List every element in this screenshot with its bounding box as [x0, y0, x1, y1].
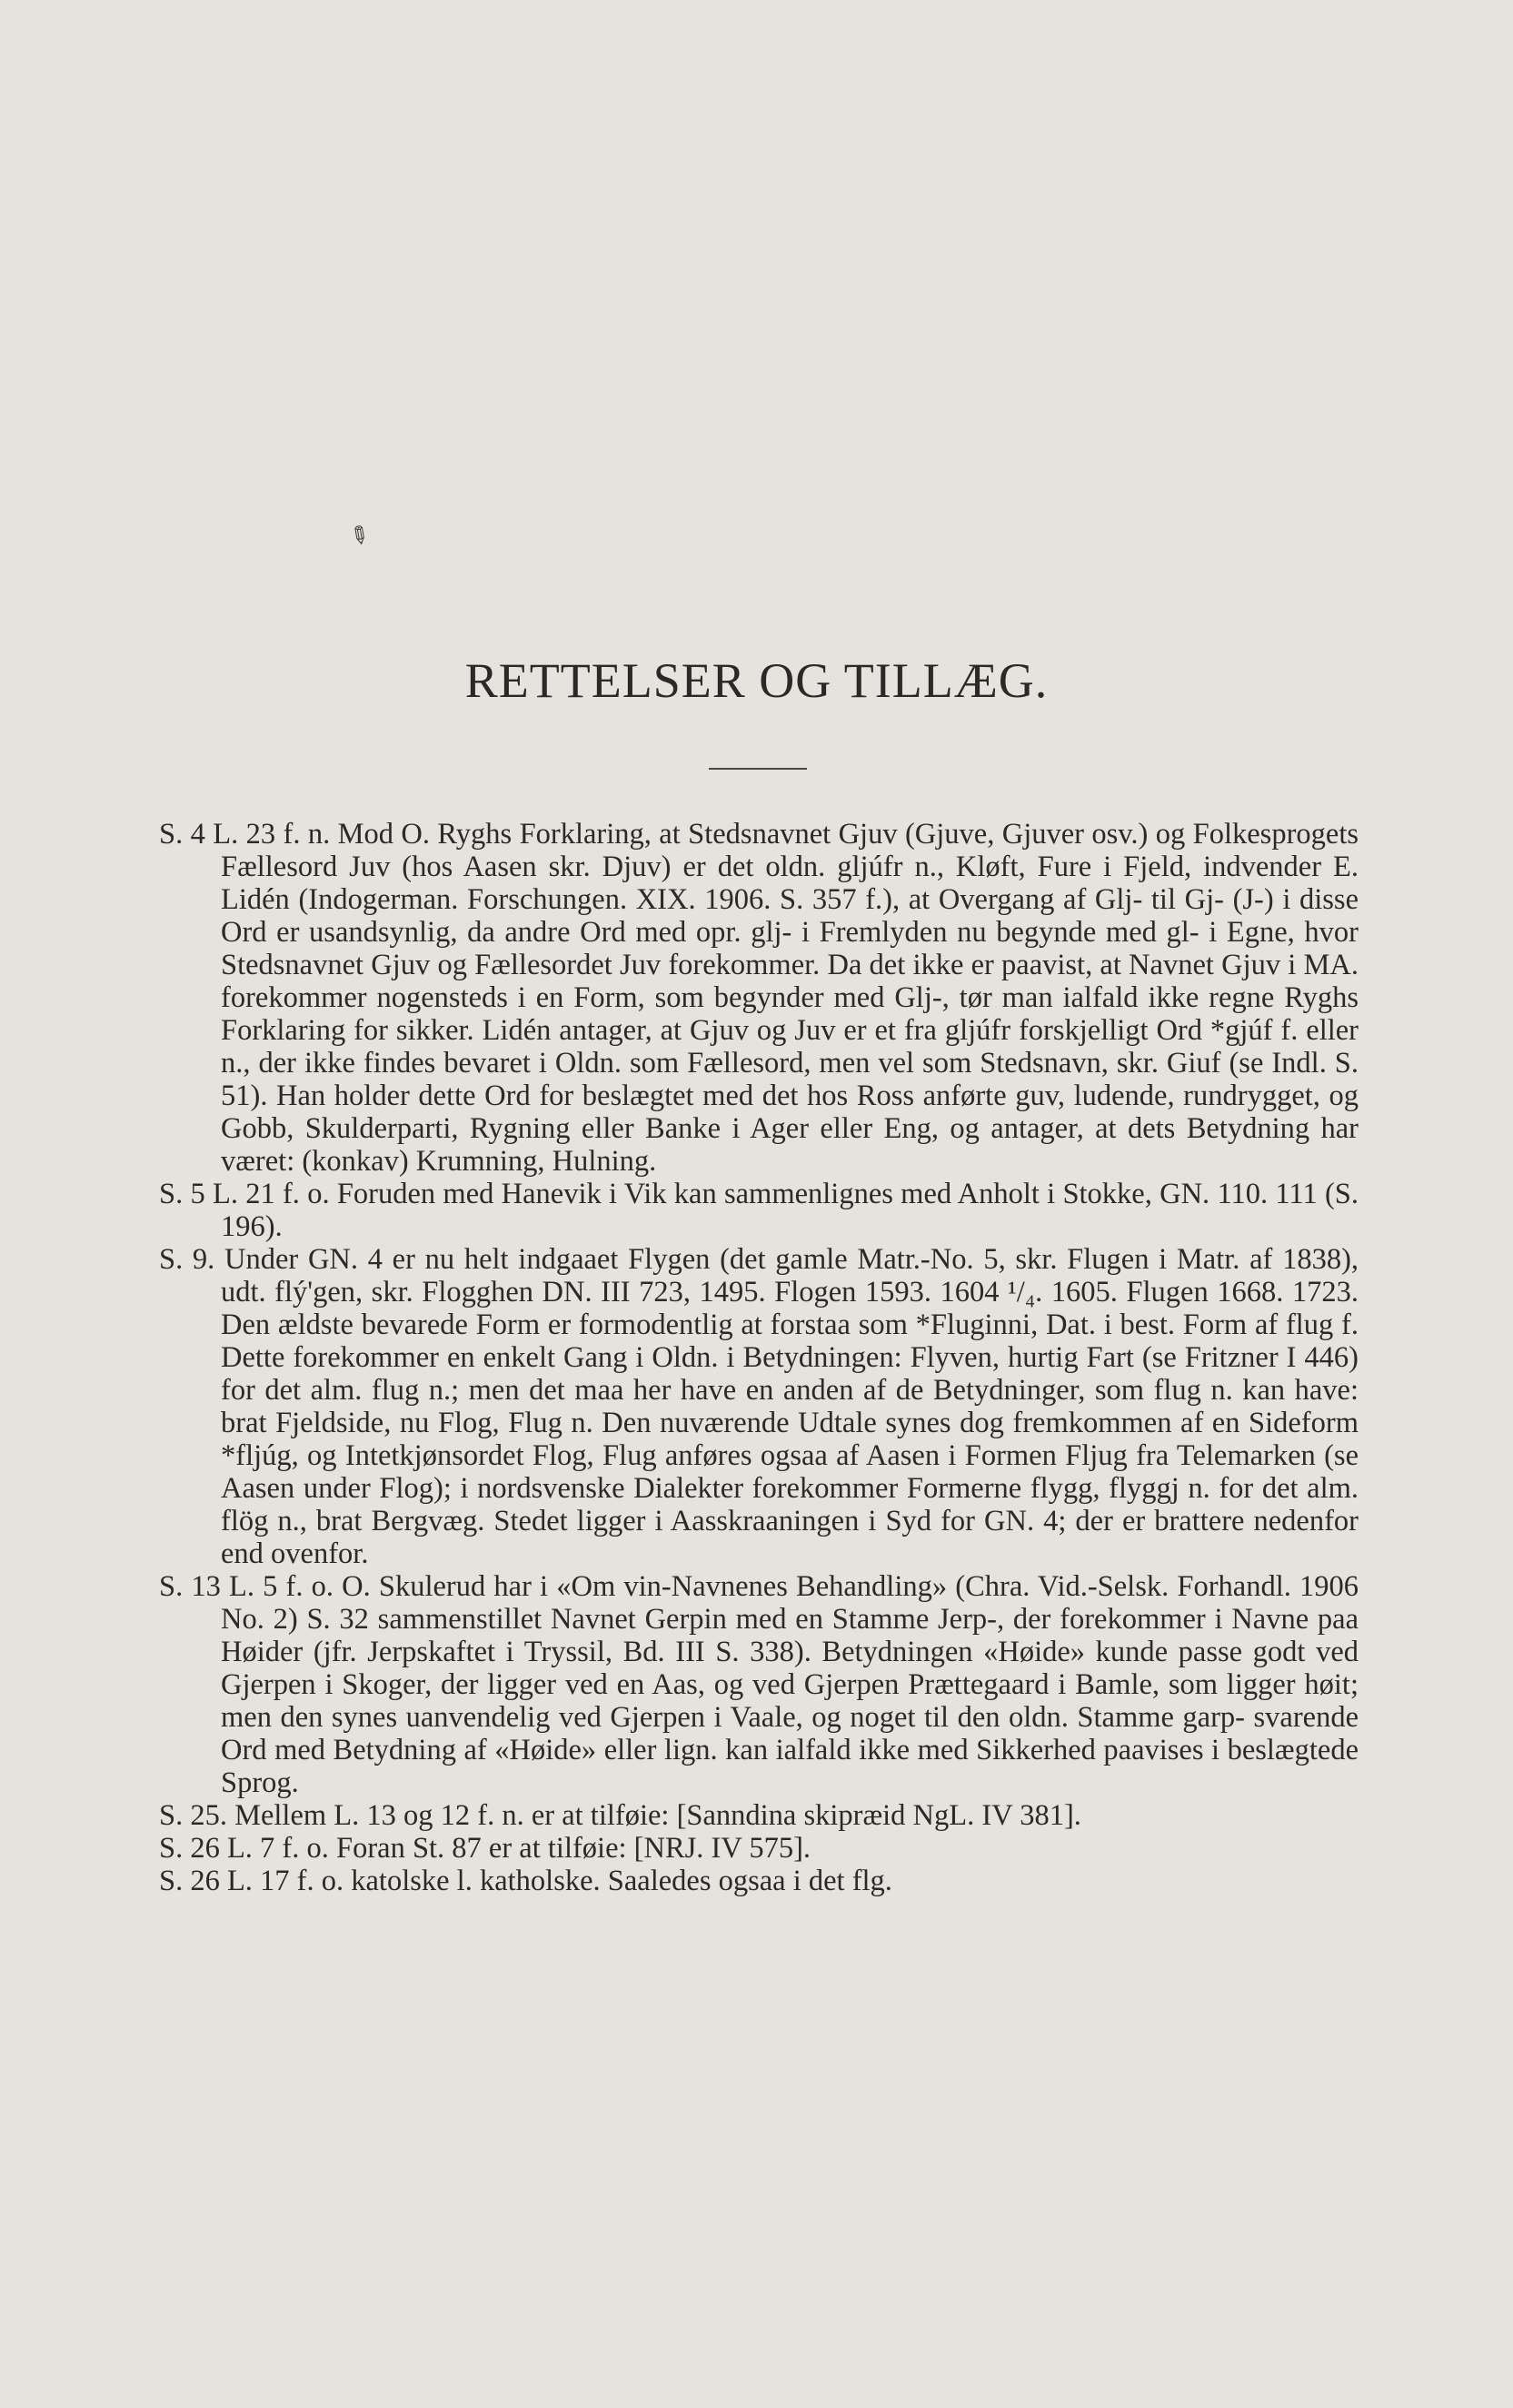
entry-reference: S. 26 L. 7 f. o.: [159, 1832, 329, 1865]
correction-entry: [159, 1865, 1359, 1897]
entry-reference: S. 9.: [159, 1243, 215, 1276]
correction-entry: [159, 818, 1359, 1178]
entry-text: katolske l. katholske. Saaledes ogsaa i det flg.: [351, 1865, 892, 1897]
entry-text: Foruden med Hanevik i Vik kan sammenlignes med Anholt i Stokke, GN. 110. 111 (S. 196).: [221, 1178, 1359, 1243]
page-title: RETTELSER OG TILLÆG.: [464, 653, 1049, 708]
entry-text: Foran St. 87 er at tilføie: [NRJ. IV 575].: [336, 1832, 811, 1865]
entry-text: Mod O. Ryghs Forklaring, at Stedsnavnet Gjuv (Gjuve, Gjuver osv.) og Folkesprogets Fællesord Juv (hos Aasen skr. Djuv) er det oldn. gljúfr n., Kløft, Fure i Fjeld, indvender E. Lidén (Indogerman. Forschungen. XIX. 1906. S. 357 f.), at Overgang af Glj- til Gj- (J-) i disse Ord er usandsynlig, da andre Ord med opr. glj- i Fremlyden nu begynde med gl- i Egne, hvor Stedsnavnet Gjuv og Fællesordet Juv forekommer. Da det ikke er paavist, at Navnet Gjuv i MA. forekommer nogensteds i en Form, som begynder med Glj-, tør man ialfald ikke regne Ryghs Forklaring for sikker. Lidén antager, at Gjuv og Juv er et fra gljúfr forskjelligt Ord *gjúf f. eller n., der ikke findes bevaret i Oldn. som Fællesord, men vel som Stedsnavn, skr. Giuf (se Indl. S. 51). Han holder dette Ord for beslægtet med det hos Ross anførte guv, ludende, rundrygget, og Gobb, Skulderparti, Rygning eller Banke i Ager eller Eng, og antager, at dets Betydning har været: (konkav) Krumning, Hulning.: [221, 818, 1359, 1178]
correction-entry: [159, 1799, 1359, 1832]
correction-entry: [159, 1570, 1359, 1799]
entry-reference: S. 25.: [159, 1799, 227, 1832]
entry-reference: S. 5 L. 21 f. o.: [159, 1178, 330, 1210]
stray-mark: ✎: [343, 519, 375, 553]
entry-text: Mellem L. 13 og 12 f. n. er at tilføie: [Sanndina skipræid NgL. IV 381].: [234, 1799, 1081, 1832]
entry-reference: S. 26 L. 17 f. o.: [159, 1865, 344, 1897]
correction-entry: [159, 1243, 1359, 1570]
entry-reference: S. 13 L. 5 f. o.: [159, 1570, 333, 1603]
title-divider: [709, 768, 807, 770]
correction-entry: [159, 1832, 1359, 1865]
entry-text: O. Skulerud har i «Om vin-Navnenes Behandling» (Chra. Vid.-Selsk. Forhandl. 1906 No. 2) S. 32 sammenstillet Navnet Gerpin med en Stamme Jerp-, der forekommer i Navne paa Høider (jfr. Jerpskaftet i Tryssil, Bd. III S. 338). Betydningen «Høide» kunde passe godt ved Gjerpen i Skoger, der ligger ved en Aas, og ved Gjerpen Prættegaard i Bamle, som ligger høit; men den synes uanvendelig ved Gjerpen i Vaale, og noget til den oldn. Stamme garp- svarende Ord med Betydning af «Høide» eller lign. kan ialfald ikke med Sikkerhed paavises i beslægtede Sprog.: [221, 1570, 1359, 1799]
entry-text: Under GN. 4 er nu helt indgaaet Flygen (det gamle Matr.-No. 5, skr. Flugen i Matr. af 1838), udt. flý'gen, skr. Flogghen DN. III 723, 1495. Flogen 1593. 1604 ¹/₄. 1605. Flugen 1668. 1723. Den ældste bevarede Form er formodentlig at forstaa som *Fluginni, Dat. i best. Form af flug f. Dette forekommer en enkelt Gang i Oldn. i Betydningen: Flyven, hurtig Fart (se Fritzner I 446) for det alm. flug n.; men det maa her have en anden af de Betydninger, som flug n. kan have: brat Fjeldside, nu Flog, Flug n. Den nuværende Udtale synes dog fremkommen af en Sideform *fljúg, og Intetkjønsordet Flog, Flug anføres ogsaa af Aasen i Formen Fljug fra Telemarken (se Aasen under Flog); i nordsvenske Dialekter forekommer Formerne flygg, flyggj n. for det alm. flög n., brat Bergvæg. Stedet ligger i Aasskraaningen i Syd for GN. 4; der er brattere nedenfor end ovenfor.: [221, 1243, 1359, 1570]
entry-reference: S. 4 L. 23 f. n.: [159, 818, 331, 851]
correction-entry: [159, 1178, 1359, 1243]
corrections-list: [159, 818, 1359, 1897]
